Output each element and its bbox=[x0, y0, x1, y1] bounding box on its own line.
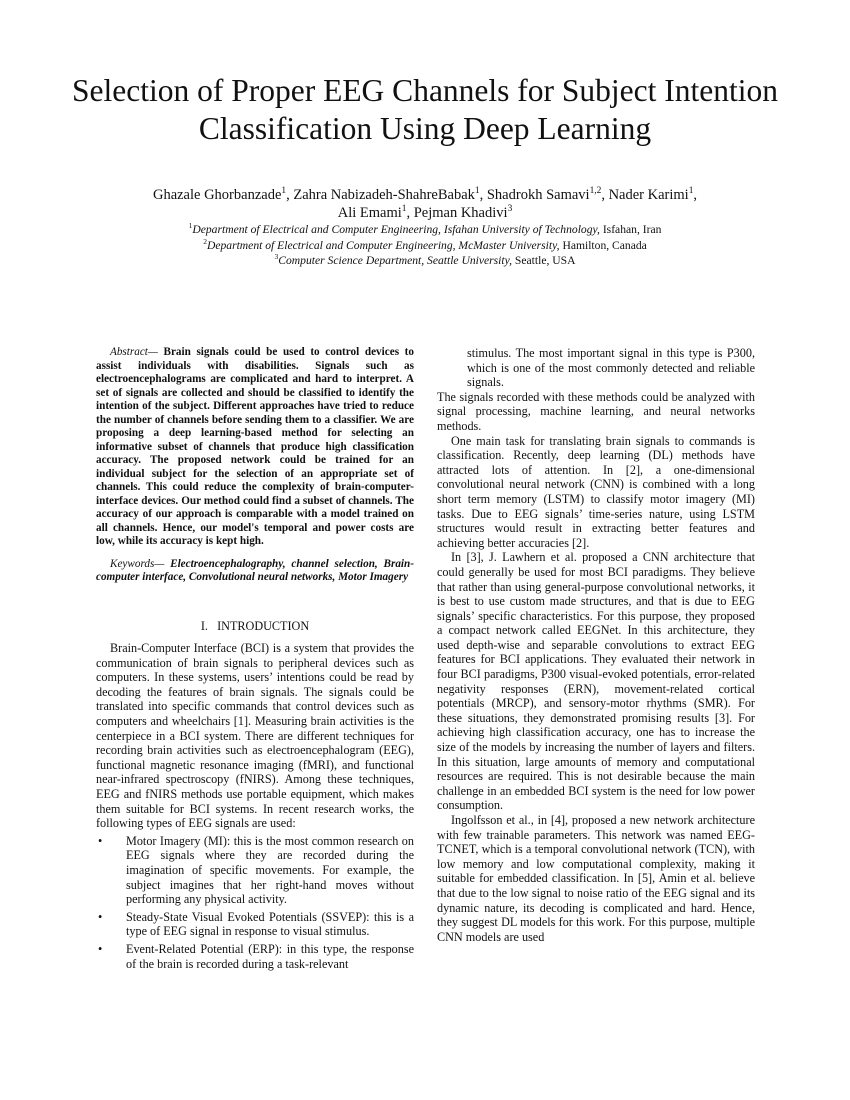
author: Pejman Khadivi$^3$ bbox=[413, 204, 513, 221]
list-item: • Steady-State Visual Evoked Potentials (SSVEP): this is a type of EEG signal in response to visual stimulus. bbox=[98, 909, 414, 939]
right-column bbox=[437, 346, 755, 944]
author: Zahra Nabizadeh-ShahreBabak$^1$, bbox=[293, 186, 487, 203]
author: Ghazale Ghorbanzade$^1$, bbox=[152, 186, 294, 203]
abstract-text: Brain signals could be used to control devices to assist individuals with disabilities. Signals such as electroencephalograms are complicated and hard to interpret. A set of signals are collected and should be classified to identify the intention of the subject. Different approaches have tried to reduce the number of channels before sending them to a classifier. We are proposing a deep learning-based method for selecting an informative subset of channels that produce high classification accuracy. The proposed network could be trained for an individual subject for the selection of an appropriate set of channels. This could reduce the complexity of brain-computer-interface devices. Our method could find a subset of channels. The accuracy of our approach is comparable with a model trained on all channels. Hence, our model's temporal and power costs are low, while its accuracy is kept high. bbox=[96, 346, 414, 547]
affiliation-list bbox=[60, 222, 790, 269]
affiliation: $^2$Department of Electrical and Computer Engineering, McMaster University, Hamilton, Canada bbox=[203, 236, 647, 252]
author: Shadrokh Samavi$^{1,2}$, bbox=[486, 186, 609, 203]
body-paragraph: Brain-Computer Interface (BCI) is a system that provides the communication of brain signals to peripheral devices such as computers. In these systems, users’ intentions could be read by decoding the features of brain signals. The signals could be translated into specific commands that control devices such as computers and wheelchairs [1]. Measuring brain activities is the centerpiece in a BCI system. There are different techniques for recording brain activities such as electroencephalogram (EEG), functional magnetic resonance imaging (fMRI), and functional near-infrared spectroscopy (fNIRS). Among these techniques, EEG and fNIRS methods use portable equipment, which makes them suitable for BCI systems. In recent research works, the following types of EEG signals are used: bbox=[96, 641, 414, 831]
left-column bbox=[96, 346, 414, 971]
body-paragraph: Ingolfsson et al., in [4], proposed a new network architecture with few trainable parameters. This network was named EEG-TCNET, which is a temporal convolutional network (TCN), with low memory and low computational complexity, making it suitable for embedded classification. In [5], Amin et al. believe that due to the low signal to noise ratio of the EEG signal and its dynamic nature, its decoding is complicated and hard. Hence, they suggest DL models for this work. For this purpose, multiple CNN models are used bbox=[437, 813, 755, 944]
body-paragraph: The signals recorded with these methods could be analyzed with signal processing, machine learning, and neural networks methods. bbox=[437, 389, 755, 433]
bullet-icon: • bbox=[98, 833, 103, 848]
body-paragraph: One main task for translating brain signals to commands is classification. Recently, deep learning (DL) methods have attracted lots of attention. In [2], a one-dimensional convolutional neural network (CNN) is combined with a long short term memory (LSTM) to classify motor imagery (MI) tasks. Due to EEG signals’ time-series nature, using LSTM structures would result in extracting better features and achieving better accuracies [2]. bbox=[437, 433, 755, 550]
paper-title: Selection of Proper EEG Channels for Subject Intention Classification Using Deep Learning bbox=[72, 73, 778, 146]
author: Ali Emami$^1$, bbox=[337, 204, 414, 221]
list-item-continuation: stimulus. The most important signal in this type is P300, which is one of the most commonly detected and reliable signals. bbox=[467, 346, 755, 390]
list-item: • Motor Imagery (MI): this is the most common research on EEG signals where they are recorded during the imagination of specific movements. For example, the subject imagines that her right-hand moves without performing any physical activity. bbox=[98, 833, 414, 907]
bullet-icon: • bbox=[98, 941, 103, 956]
affiliation: $^1$Department of Electrical and Computer Engineering, Isfahan University of Technology, Isfahan, Iran bbox=[188, 221, 662, 236]
bullet-icon: • bbox=[98, 909, 103, 924]
abstract-label: Abstract— bbox=[110, 346, 158, 358]
keywords bbox=[96, 558, 414, 585]
signal-type-list bbox=[96, 834, 414, 971]
author: Nader Karimi$^1$, bbox=[608, 186, 698, 203]
author-list bbox=[60, 186, 790, 222]
keywords-text: Electroencephalography, channel selection, Brain-computer interface, Convolutional neural networks, Motor Imagery bbox=[96, 557, 414, 583]
section-heading-introduction: I. INTRODUCTION bbox=[200, 618, 310, 633]
list-item: • Event-Related Potential (ERP): in this type, the response of the brain is recorded during a task-relevant bbox=[98, 941, 414, 971]
abstract bbox=[96, 346, 414, 549]
keywords-label: Keywords— bbox=[110, 557, 165, 570]
affiliation: $^3$Computer Science Department, Seattle University, Seattle, USA bbox=[274, 252, 576, 267]
body-paragraph: In [3], J. Lawhern et al. proposed a CNN architecture that could generally be used for most BCI paradigms. They believe that rather than using general-purpose convolutional networks, it is best to use custom made structures, and that is due to EEG signals’ specific characteristics. For this purpose, they proposed a compact network called EEGNet. In this architecture, they used depth-wise and separable convolutions to extract EEG features for BCI applications. They evaluated their network in four BCI paradigms, P300 visual-evoked potentials, error-related negativity responses (ERN), movement-related cortical potentials (MRCP), and sensory-motor rhythms (SMR). For these situations, they demonstrated promising results [3]. For achieving high classification accuracy, one has to increase the size of the models by increasing the number of layers and filters. In this situation, large amounts of memory and computational resources are required. This is not desirable because the main challenge in an embedded BCI system is the need for low power consumption. bbox=[437, 550, 755, 813]
